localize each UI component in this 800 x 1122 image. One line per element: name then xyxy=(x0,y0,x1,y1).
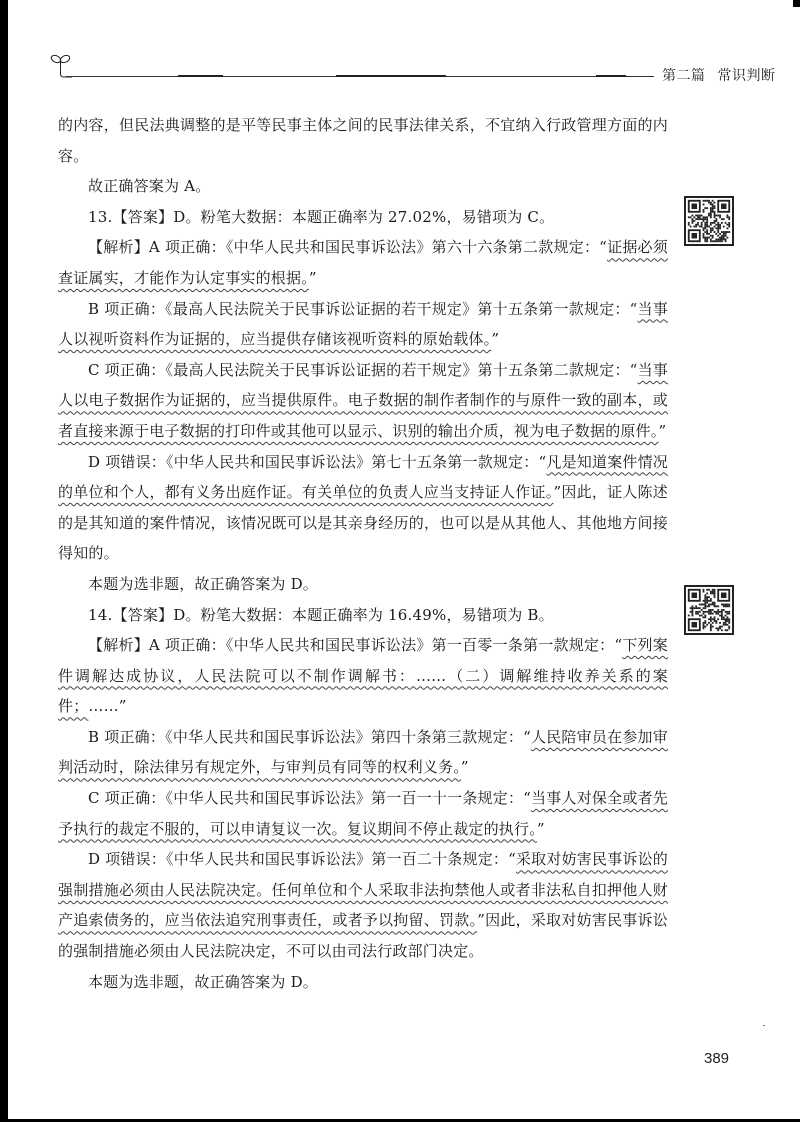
paragraph-p12 xyxy=(58,844,668,966)
quoted-statute-text: 下列案件调解达成协议，人民法院可以不制作调解书：……（二）调解维持收养关系的案件； xyxy=(58,636,668,716)
body-text: 14.【答案】D。粉笔大数据：本题正确率为 16.49%，易错项为 B。 xyxy=(88,605,554,624)
quoted-statute-text: 当事人对保全或者先予执行的裁定不服的，可以申请复议一次。复议期间不停止裁定的执行。 xyxy=(58,789,668,838)
paragraph-p2 xyxy=(58,202,668,233)
body-text: B 项正确：《最高人民法院关于民事诉讼证据的若干规定》第十五条第一款规定：“ xyxy=(88,299,638,318)
paragraph-p0 xyxy=(58,110,668,171)
body-text: 的内容，但民法典调整的是平等民事主体之间的民事法律关系，不宜纳入行政管理方面的内容。 xyxy=(58,116,668,165)
header-rule xyxy=(66,76,654,77)
paragraph-p11 xyxy=(58,783,668,844)
paragraph-p9 xyxy=(58,630,668,722)
paragraph-p5 xyxy=(58,355,668,447)
body-text: 故正确答案为 A。 xyxy=(88,177,211,196)
body-text: 13.【答案】D。粉笔大数据：本题正确率为 27.02%，易错项为 C。 xyxy=(88,207,555,226)
body-text: ” xyxy=(536,819,545,838)
body-text: D 项错误：《中华人民共和国民事诉讼法》第一百二十条规定：“ xyxy=(88,850,516,869)
body-text: C 项正确：《最高人民法院关于民事诉讼证据的若干规定》第十五条第二款规定：“ xyxy=(88,360,638,379)
paragraph-p1 xyxy=(58,171,668,202)
body-text: D 项错误：《中华人民共和国民事诉讼法》第七十五条第一款规定：“ xyxy=(88,452,547,471)
body-text: 【解析】A 项正确：《中华人民共和国民事诉讼法》第一百零一条第一款规定：“ xyxy=(88,636,623,655)
paragraph-p7 xyxy=(58,569,668,600)
scan-artifact xyxy=(763,1025,765,1026)
body-text: 本题为选非题，故正确答案为 D。 xyxy=(88,972,318,991)
body-text: 【解析】A 项正确：《中华人民共和国民事诉讼法》第六十六条第二款规定：“ xyxy=(88,238,608,257)
body-text: ” xyxy=(460,758,469,777)
part-label: 第二篇 xyxy=(662,68,706,84)
paragraph-p13 xyxy=(58,967,668,998)
body-text: B 项正确：《中华人民共和国民事诉讼法》第四十条第三款规定：“ xyxy=(88,727,531,746)
body-text: C 项正确：《中华人民共和国民事诉讼法》第一百一十一条规定：“ xyxy=(88,789,532,808)
paragraph-p4 xyxy=(58,294,668,355)
paragraph-p3 xyxy=(58,232,668,293)
body-text: ” xyxy=(658,421,667,440)
quoted-statute-text: 当事人以电子数据作为证据的，应当提供原件。电子数据的制作者制作的与原件一致的副本，或者直接来源于电子数据的打印件或其他可以显示、识别的输出介质，视为电子数据的原件。 xyxy=(58,360,668,440)
page-body xyxy=(58,110,668,997)
scan-artifact xyxy=(793,0,800,7)
section-title xyxy=(662,65,776,85)
sprout-icon xyxy=(50,52,72,78)
paragraph-p8 xyxy=(58,600,668,631)
scan-border-left xyxy=(0,0,8,1122)
body-text: ”因此，采取对妨害民事诉讼的强制措施必须由人民法院决定，不可以由司法行政部门决定。 xyxy=(58,911,668,961)
paragraph-p6 xyxy=(58,447,668,569)
quoted-statute-text: 凡是知道案件情况的单位和个人，都有义务出庭作证。有关单位的负责人应当支持证人作证。 xyxy=(58,452,668,502)
qr-code-icon xyxy=(684,585,734,635)
body-text: ”因此，证人陈述的是其知道的案件情况，该情况既可以是其亲身经历的，也可以是从其他人、其他地方间接得知的。 xyxy=(58,483,668,563)
running-header xyxy=(50,52,776,84)
section-label: 常识判断 xyxy=(717,68,776,84)
body-text: ……” xyxy=(88,697,127,716)
body-text: ” xyxy=(491,330,500,349)
qr-code-icon xyxy=(684,196,734,246)
body-text: ” xyxy=(308,268,317,287)
quoted-statute-text: 当事人以视听资料作为证据的，应当提供存储该视听资料的原始载体。 xyxy=(58,299,668,349)
quoted-statute-text: 证据必须查证属实，才能作为认定事实的根据。 xyxy=(58,238,668,287)
quoted-statute-text: 人民陪审员在参加审判活动时，除法律另有规定外，与审判员有同等的权利义务。 xyxy=(58,727,668,777)
page-number: 389 xyxy=(704,1050,730,1067)
quoted-statute-text: 采取对妨害民事诉讼的强制措施必须由人民法院决定。任何单位和个人采取非法拘禁他人或者非法私自扣押他人财产追索债务的，应当依法追究刑事责任，或者予以拘留、罚款。 xyxy=(58,850,668,930)
body-text: 本题为选非题，故正确答案为 D。 xyxy=(88,574,318,593)
paragraph-p10 xyxy=(58,722,668,783)
